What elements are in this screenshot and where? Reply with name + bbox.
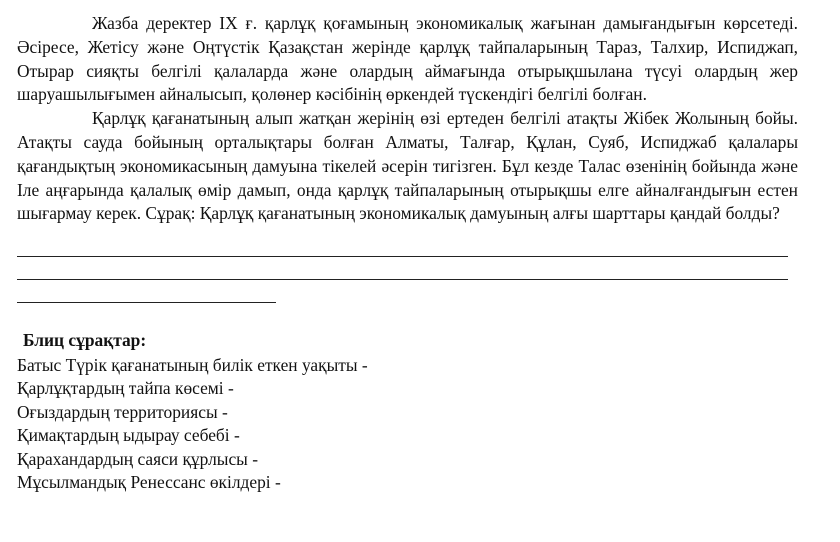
blitz-section	[17, 329, 798, 495]
blitz-question: Қарлұқтардың тайпа көсемі -	[17, 378, 234, 399]
paragraph-economy: Жазба деректер IX ғ. қарлұқ қоғамының экономикалық жағынан дамығандығын көрсетеді. Әсіресе, Жетісу және Оңтүстік Қазақстан жерінде қарлұқ тайпаларының Тараз, Талхир, Испиджап, Отырар сияқты белгілі қалаларда және олардың аймағында отырықшылана түсуі олардың жер шаруашылығымен айналысып, қолөнер кәсібінің өркендей түскендігі белгілі болған.	[17, 13, 798, 105]
blitz-question: Қарахандардың саяси құрлысы -	[17, 448, 258, 469]
blitz-question: Батыс Түрік қағанатының билік еткен уақыты -	[17, 354, 368, 375]
answer-lines	[17, 234, 798, 303]
blitz-question: Оғыздардың территориясы -	[17, 401, 228, 422]
answer-line	[17, 257, 788, 280]
blitz-question: Мұсылмандық Ренессанс өкілдері -	[17, 472, 281, 493]
paragraph-silk-road: Қарлұқ қағанатының алып жатқан жерінің өзі ертеден белгілі атақты Жібек Жолының бойы. Атақты сауда бойының орталықтары болған Алматы, Талғар, Құлан, Суяб, Испиджаб қалалары қағандықтың экономикасының дамуына тікелей әсерін тигізген. Бұл кезде Талас өзенінің бойында және Іле аңғарында қалалық өмір дамып, онда қарлұқ тайпаларының отырықшы елге айналғандығын естен шығармау керек. Сұрақ: Қарлұқ қағанатының экономикалық дамуының алғы шарттары қандай болды?	[17, 108, 798, 224]
answer-line	[17, 280, 276, 303]
answer-line	[17, 234, 788, 257]
blitz-question: Қимақтардың ыдырау себебі -	[17, 425, 240, 446]
document-page	[17, 12, 798, 495]
blitz-title: Блиц сұрақтар:	[23, 330, 147, 351]
